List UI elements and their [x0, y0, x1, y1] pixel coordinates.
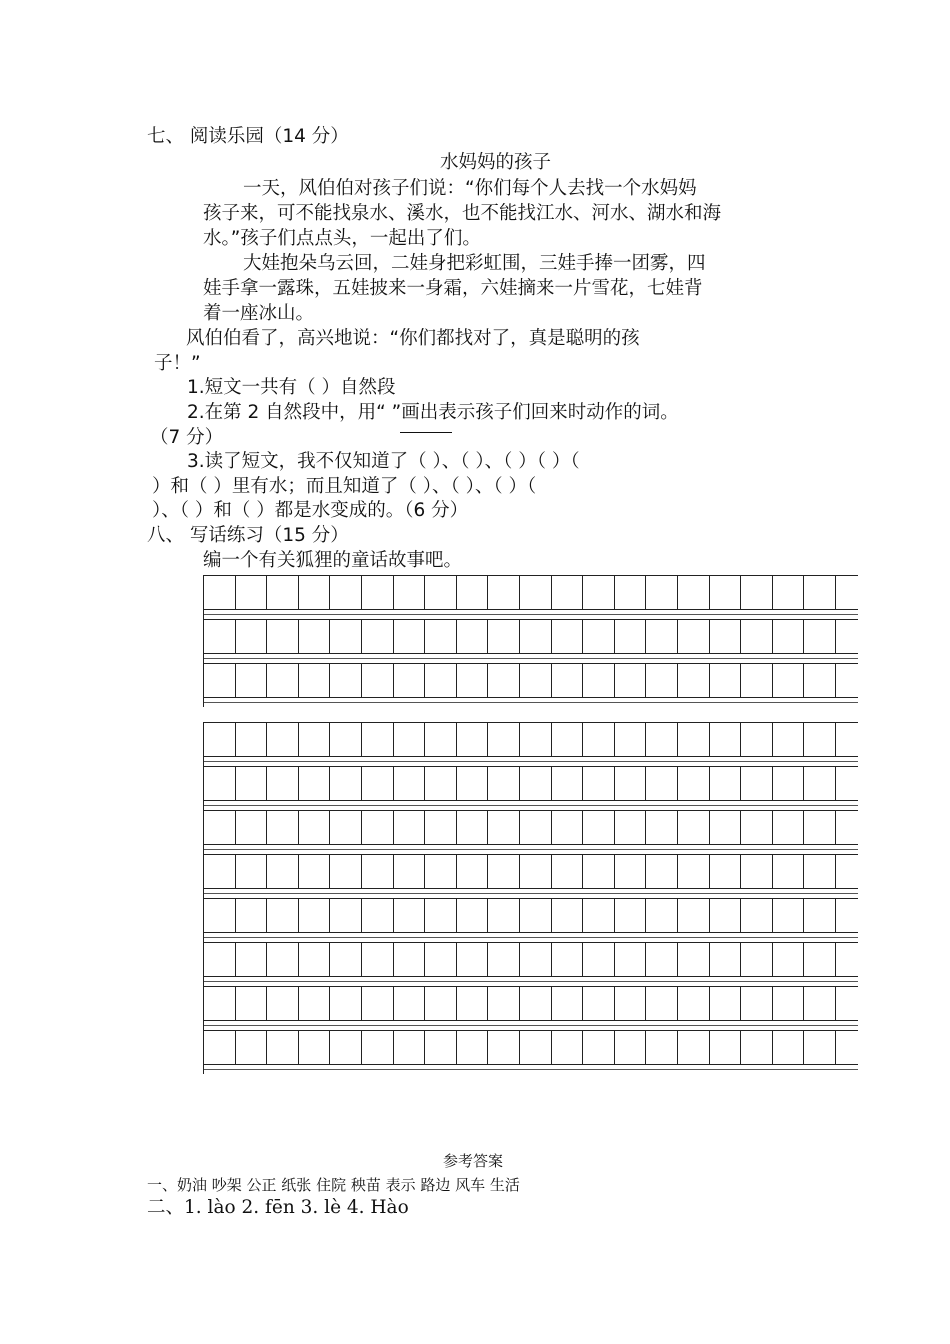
grid-cell[interactable] [299, 855, 331, 888]
grid-row [204, 1030, 858, 1074]
grid-cell[interactable] [552, 987, 584, 1020]
grid-cell[interactable] [204, 723, 236, 756]
grid-cell[interactable] [457, 855, 489, 888]
grid-row [204, 663, 858, 707]
grid-cell[interactable] [204, 855, 236, 888]
grid-cell[interactable] [583, 620, 615, 653]
grid-cell[interactable] [646, 855, 678, 888]
grid-cell[interactable] [804, 576, 836, 609]
grid-cell[interactable] [330, 1031, 362, 1064]
grid-cell[interactable] [804, 723, 836, 756]
grid-cell[interactable] [457, 811, 489, 844]
writing-grid-top[interactable] [203, 575, 858, 707]
grid-cell[interactable] [583, 767, 615, 800]
grid-cell[interactable] [267, 943, 299, 976]
story-para2-line2: 娃手拿一露珠，五娃披来一身霜，六娃摘来一片雪花，七娃背 [203, 278, 703, 299]
grid-cell[interactable] [773, 811, 805, 844]
question-3-line2: ）和（ ）里有水；而且知道了（ ）、（ ）、（ ）（ [152, 476, 537, 497]
grid-cell[interactable] [615, 767, 647, 800]
grid-cell[interactable] [236, 943, 268, 976]
grid-cell[interactable] [457, 943, 489, 976]
writing-grid-bottom[interactable] [203, 722, 858, 1074]
grid-cell[interactable] [488, 943, 520, 976]
grid-cell[interactable] [520, 576, 552, 609]
grid-cell[interactable] [520, 620, 552, 653]
story-para1-line3: 水。”孩子们点点头，一起出了们。 [203, 228, 481, 249]
grid-cell[interactable] [425, 767, 457, 800]
grid-cell[interactable] [804, 664, 836, 697]
grid-cell[interactable] [394, 811, 426, 844]
grid-cell[interactable] [773, 723, 805, 756]
story-title: 水妈妈的孩子 [440, 152, 552, 173]
grid-cell[interactable] [267, 576, 299, 609]
grid-cell[interactable] [646, 1031, 678, 1064]
grid-cell[interactable] [330, 767, 362, 800]
grid-cell[interactable] [520, 767, 552, 800]
grid-cell[interactable] [552, 664, 584, 697]
grid-row [204, 986, 858, 1030]
grid-cell[interactable] [773, 943, 805, 976]
section8-heading: 八、 写话练习（15 分） [147, 525, 349, 546]
grid-row-gap [204, 977, 858, 986]
answers-line-2: 二、1. lào 2. fēn 3. lè 4. Hào [147, 1197, 409, 1218]
grid-cell[interactable] [741, 723, 773, 756]
grid-row-gap [204, 889, 858, 898]
grid-cell[interactable] [678, 664, 710, 697]
grid-cell[interactable] [615, 987, 647, 1020]
grid-cell[interactable] [678, 1031, 710, 1064]
grid-cell[interactable] [773, 855, 805, 888]
grid-cell[interactable] [267, 620, 299, 653]
grid-cell[interactable] [615, 576, 647, 609]
grid-row-gap [204, 757, 858, 766]
grid-cell[interactable] [804, 1031, 836, 1064]
grid-row-gap [204, 933, 858, 942]
grid-row [204, 722, 858, 766]
grid-cell[interactable] [204, 899, 236, 932]
grid-cell[interactable] [741, 987, 773, 1020]
grid-cell[interactable] [741, 620, 773, 653]
grid-cell[interactable] [267, 899, 299, 932]
grid-cell[interactable] [362, 620, 394, 653]
grid-cell[interactable] [804, 943, 836, 976]
grid-cell[interactable] [425, 855, 457, 888]
grid-cell[interactable] [804, 899, 836, 932]
grid-cell[interactable] [741, 855, 773, 888]
grid-row-gap [204, 1065, 858, 1074]
story-para3-line1: 风伯伯看了，高兴地说：“你们都找对了，真是聪明的孩 [186, 328, 640, 349]
grid-row-gap [204, 1021, 858, 1030]
grid-cell[interactable] [804, 767, 836, 800]
writing-prompt: 编一个有关狐狸的童话故事吧。 [203, 550, 463, 571]
grid-cell[interactable] [267, 723, 299, 756]
grid-cell[interactable] [236, 767, 268, 800]
grid-cell[interactable] [330, 811, 362, 844]
grid-cell[interactable] [362, 767, 394, 800]
grid-row-gap [204, 654, 858, 663]
grid-cell[interactable] [552, 899, 584, 932]
grid-cell[interactable] [678, 576, 710, 609]
section7-heading: 七、 阅读乐园（14 分） [147, 126, 349, 147]
grid-row [204, 619, 858, 663]
grid-cell[interactable] [488, 620, 520, 653]
grid-cell[interactable] [425, 943, 457, 976]
grid-cell[interactable] [710, 1031, 742, 1064]
grid-cell[interactable] [362, 943, 394, 976]
grid-cell[interactable] [236, 855, 268, 888]
grid-cell[interactable] [646, 620, 678, 653]
grid-cell[interactable] [520, 899, 552, 932]
grid-cell[interactable] [330, 664, 362, 697]
story-para3-line2: 子！” [154, 353, 201, 374]
grid-cell[interactable] [394, 987, 426, 1020]
grid-cell[interactable] [425, 987, 457, 1020]
grid-cell[interactable] [394, 1031, 426, 1064]
grid-cell[interactable] [457, 899, 489, 932]
grid-cell[interactable] [710, 664, 742, 697]
grid-cell[interactable] [204, 664, 236, 697]
grid-cell[interactable] [678, 811, 710, 844]
grid-cell[interactable] [204, 811, 236, 844]
grid-cell[interactable] [678, 899, 710, 932]
grid-cell[interactable] [457, 664, 489, 697]
grid-cell[interactable] [583, 943, 615, 976]
grid-cell[interactable] [710, 723, 742, 756]
grid-cell[interactable] [299, 987, 331, 1020]
grid-cell[interactable] [773, 620, 805, 653]
question-3-line1: 3.读了短文，我不仅知道了（ ）、（ ）、（ ）（ ）（ [187, 451, 580, 472]
grid-cell[interactable] [520, 1031, 552, 1064]
grid-cell[interactable] [425, 899, 457, 932]
grid-cell[interactable] [394, 664, 426, 697]
grid-cell[interactable] [425, 723, 457, 756]
grid-cell[interactable] [678, 723, 710, 756]
grid-cell[interactable] [678, 855, 710, 888]
grid-cell[interactable] [552, 811, 584, 844]
answers-title: 参考答案 [443, 1152, 504, 1170]
grid-cell[interactable] [773, 664, 805, 697]
grid-row [204, 898, 858, 942]
grid-cell[interactable] [710, 811, 742, 844]
grid-cell[interactable] [488, 576, 520, 609]
grid-cell[interactable] [741, 767, 773, 800]
grid-cell[interactable] [741, 664, 773, 697]
grid-cell[interactable] [267, 811, 299, 844]
underline-sample-mark [400, 432, 452, 433]
grid-cell[interactable] [425, 664, 457, 697]
grid-cell[interactable] [488, 664, 520, 697]
grid-cell[interactable] [236, 723, 268, 756]
grid-cell[interactable] [488, 899, 520, 932]
grid-cell[interactable] [394, 899, 426, 932]
grid-cell[interactable] [425, 620, 457, 653]
grid-cell[interactable] [267, 987, 299, 1020]
grid-cell[interactable] [267, 1031, 299, 1064]
grid-cell[interactable] [488, 767, 520, 800]
grid-cell[interactable] [394, 767, 426, 800]
grid-cell[interactable] [646, 899, 678, 932]
grid-cell[interactable] [741, 811, 773, 844]
grid-cell[interactable] [488, 987, 520, 1020]
grid-cell[interactable] [583, 1031, 615, 1064]
grid-row-gap [204, 698, 858, 707]
grid-cell[interactable] [362, 855, 394, 888]
grid-cell[interactable] [773, 1031, 805, 1064]
grid-cell[interactable] [520, 943, 552, 976]
grid-cell[interactable] [520, 987, 552, 1020]
question-2-line1: 2.在第 2 自然段中，用“ ”画出表示孩子们回来时动作的词。 [187, 402, 679, 423]
question-2-line2: （7 分） [150, 427, 224, 448]
grid-cell[interactable] [583, 899, 615, 932]
grid-cell[interactable] [488, 811, 520, 844]
grid-cell[interactable] [583, 987, 615, 1020]
grid-cell[interactable] [520, 855, 552, 888]
grid-cell[interactable] [299, 723, 331, 756]
grid-row-gap [204, 801, 858, 810]
grid-cell[interactable] [236, 664, 268, 697]
grid-cell[interactable] [615, 664, 647, 697]
grid-cell[interactable] [773, 987, 805, 1020]
grid-cell[interactable] [583, 855, 615, 888]
grid-row [204, 942, 858, 986]
grid-cell[interactable] [457, 1031, 489, 1064]
grid-cell[interactable] [646, 723, 678, 756]
grid-cell[interactable] [741, 943, 773, 976]
grid-cell[interactable] [330, 855, 362, 888]
grid-cell[interactable] [362, 811, 394, 844]
grid-row-gap [204, 845, 858, 854]
grid-cell[interactable] [236, 987, 268, 1020]
grid-cell[interactable] [299, 1031, 331, 1064]
answers-line-1: 一、奶油 吵架 公正 纸张 住院 秧苗 表示 路边 风车 生活 [147, 1176, 520, 1194]
grid-cell[interactable] [330, 723, 362, 756]
grid-cell[interactable] [678, 767, 710, 800]
grid-cell[interactable] [236, 1031, 268, 1064]
grid-cell[interactable] [710, 620, 742, 653]
grid-cell[interactable] [236, 576, 268, 609]
grid-cell[interactable] [646, 767, 678, 800]
grid-cell[interactable] [615, 855, 647, 888]
grid-cell[interactable] [204, 987, 236, 1020]
grid-cell[interactable] [394, 620, 426, 653]
grid-cell[interactable] [330, 987, 362, 1020]
grid-cell[interactable] [678, 987, 710, 1020]
grid-cell[interactable] [394, 576, 426, 609]
grid-cell[interactable] [488, 1031, 520, 1064]
grid-cell[interactable] [615, 811, 647, 844]
grid-cell[interactable] [299, 620, 331, 653]
grid-cell[interactable] [362, 899, 394, 932]
grid-cell[interactable] [457, 620, 489, 653]
grid-cell[interactable] [583, 664, 615, 697]
grid-cell[interactable] [204, 943, 236, 976]
question-3-line3: ）、（ ）和（ ）都是水变成的。（6 分） [152, 500, 469, 521]
grid-row-gap [204, 610, 858, 619]
grid-cell[interactable] [710, 899, 742, 932]
grid-cell[interactable] [204, 1031, 236, 1064]
grid-cell[interactable] [425, 1031, 457, 1064]
grid-cell[interactable] [362, 576, 394, 609]
grid-cell[interactable] [583, 723, 615, 756]
grid-cell[interactable] [425, 576, 457, 609]
grid-cell[interactable] [804, 620, 836, 653]
grid-cell[interactable] [678, 620, 710, 653]
grid-cell[interactable] [204, 576, 236, 609]
grid-cell[interactable] [299, 899, 331, 932]
story-para2-line1: 大娃抱朵乌云回，二娃身把彩虹围，三娃手捧一团雾，四 [243, 253, 706, 274]
grid-cell[interactable] [583, 576, 615, 609]
grid-cell[interactable] [457, 723, 489, 756]
grid-cell[interactable] [552, 576, 584, 609]
grid-cell[interactable] [488, 723, 520, 756]
grid-cell[interactable] [457, 576, 489, 609]
story-para1-line2: 孩子来，可不能找泉水、溪水，也不能找江水、河水、湖水和海 [203, 203, 722, 224]
grid-cell[interactable] [773, 767, 805, 800]
grid-cell[interactable] [804, 855, 836, 888]
grid-cell[interactable] [804, 987, 836, 1020]
grid-cell[interactable] [204, 620, 236, 653]
grid-row [204, 575, 858, 619]
grid-cell[interactable] [299, 576, 331, 609]
grid-cell[interactable] [678, 943, 710, 976]
grid-cell[interactable] [394, 943, 426, 976]
grid-cell[interactable] [267, 767, 299, 800]
grid-cell[interactable] [299, 664, 331, 697]
grid-cell[interactable] [741, 576, 773, 609]
grid-cell[interactable] [330, 899, 362, 932]
grid-cell[interactable] [804, 811, 836, 844]
grid-cell[interactable] [615, 943, 647, 976]
grid-row [204, 766, 858, 810]
question-1: 1.短文一共有（ ）自然段 [187, 377, 396, 398]
grid-cell[interactable] [615, 899, 647, 932]
grid-cell[interactable] [646, 811, 678, 844]
grid-cell[interactable] [520, 723, 552, 756]
grid-cell[interactable] [615, 620, 647, 653]
grid-cell[interactable] [362, 1031, 394, 1064]
grid-cell[interactable] [267, 855, 299, 888]
grid-cell[interactable] [552, 620, 584, 653]
grid-cell[interactable] [362, 723, 394, 756]
grid-cell[interactable] [267, 664, 299, 697]
grid-cell[interactable] [552, 943, 584, 976]
grid-cell[interactable] [520, 811, 552, 844]
grid-cell[interactable] [741, 1031, 773, 1064]
grid-cell[interactable] [615, 723, 647, 756]
grid-cell[interactable] [773, 899, 805, 932]
grid-cell[interactable] [330, 576, 362, 609]
grid-cell[interactable] [552, 767, 584, 800]
grid-cell[interactable] [299, 767, 331, 800]
grid-cell[interactable] [710, 767, 742, 800]
story-para2-line3: 着一座冰山。 [203, 303, 315, 324]
grid-cell[interactable] [204, 767, 236, 800]
grid-cell[interactable] [583, 811, 615, 844]
grid-cell[interactable] [299, 811, 331, 844]
grid-cell[interactable] [710, 987, 742, 1020]
grid-cell[interactable] [488, 855, 520, 888]
grid-cell[interactable] [615, 1031, 647, 1064]
grid-cell[interactable] [236, 811, 268, 844]
grid-cell[interactable] [646, 943, 678, 976]
grid-cell[interactable] [710, 855, 742, 888]
grid-cell[interactable] [330, 620, 362, 653]
grid-cell[interactable] [773, 576, 805, 609]
grid-cell[interactable] [552, 723, 584, 756]
grid-cell[interactable] [394, 855, 426, 888]
grid-cell[interactable] [646, 664, 678, 697]
grid-cell[interactable] [457, 987, 489, 1020]
grid-row [204, 854, 858, 898]
grid-cell[interactable] [646, 576, 678, 609]
grid-cell[interactable] [394, 723, 426, 756]
grid-cell[interactable] [299, 943, 331, 976]
grid-cell[interactable] [552, 855, 584, 888]
grid-cell[interactable] [330, 943, 362, 976]
grid-cell[interactable] [710, 576, 742, 609]
grid-cell[interactable] [741, 899, 773, 932]
grid-cell[interactable] [552, 1031, 584, 1064]
story-para1-line1: 一天，风伯伯对孩子们说：“你们每个人去找一个水妈妈 [243, 178, 697, 199]
grid-cell[interactable] [362, 664, 394, 697]
grid-cell[interactable] [646, 987, 678, 1020]
grid-cell[interactable] [425, 811, 457, 844]
grid-cell[interactable] [362, 987, 394, 1020]
grid-cell[interactable] [710, 943, 742, 976]
grid-cell[interactable] [236, 620, 268, 653]
grid-cell[interactable] [457, 767, 489, 800]
grid-cell[interactable] [236, 899, 268, 932]
grid-cell[interactable] [520, 664, 552, 697]
grid-row [204, 810, 858, 854]
